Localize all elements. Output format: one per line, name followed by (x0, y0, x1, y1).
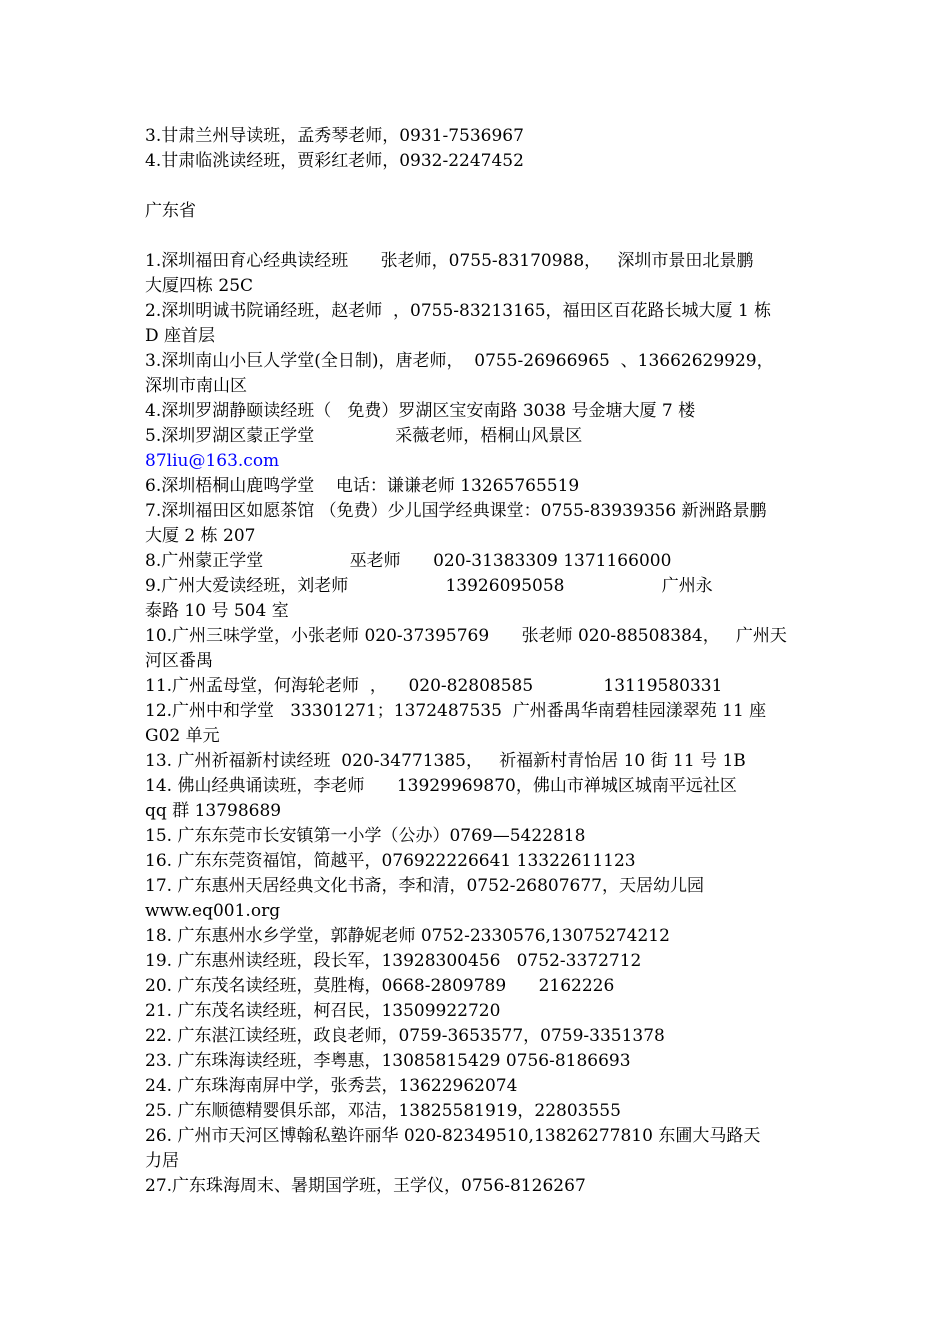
list-item: 6.深圳梧桐山鹿鸣学堂 电话：谦谦老师 13265765519 (145, 476, 580, 496)
list-item: 1.深圳福田育心经典读经班 张老师，0755-83170988， 深圳市景田北景鹏 (145, 251, 754, 271)
list-item: 力居 (145, 1151, 179, 1171)
blank-line (145, 174, 815, 199)
list-item: D 座首层 (145, 326, 216, 346)
list-item: 22. 广东湛江读经班，政良老师，0759-3653577，0759-3351378 (145, 1026, 665, 1046)
list-item: 深圳市南山区 (145, 376, 247, 396)
list-item: 4.甘肃临洮读经班，贾彩红老师，0932-2247452 (145, 151, 524, 171)
list-item: 9.广州大爱读经班，刘老师 13926095058 广州永 (145, 576, 713, 596)
list-item: 河区番禺 (145, 651, 213, 671)
list-item: 8.广州蒙正学堂 巫老师 020-31383309 1371166000 (145, 551, 672, 571)
list-item: 24. 广东珠海南屏中学，张秀芸，13622962074 (145, 1076, 518, 1096)
blank-line (145, 224, 815, 249)
list-item: 15. 广东东莞市长安镇第一小学（公办）0769—5422818 (145, 826, 586, 846)
list-item: 11.广州孟母堂，何海轮老师 ， 020-82808585 13119580331 (145, 676, 723, 696)
document-body (145, 124, 815, 1199)
list-item: 大厦四栋 25C (145, 276, 254, 296)
list-item: 23. 广东珠海读经班，李粤惠，13085815429 0756-8186693 (145, 1051, 631, 1071)
list-item: 19. 广东惠州读经班，段长军，13928300456 0752-3372712 (145, 951, 642, 971)
list-item: G02 单元 (145, 726, 220, 746)
list-item: 3.甘肃兰州导读班，孟秀琴老师，0931-7536967 (145, 126, 524, 146)
list-item: www.eq001.org (145, 901, 281, 921)
list-item: 3.深圳南山小巨人学堂(全日制)，唐老师， 0755-26966965 、13662629929， (145, 351, 774, 371)
list-item: 12.广州中和学堂 33301271；1372487535 广州番禺华南碧桂园漾翠苑 11 座 (145, 701, 767, 721)
list-item: 泰路 10 号 504 室 (145, 601, 289, 621)
list-item: 大厦 2 栋 207 (145, 526, 256, 546)
list-item: 25. 广东顺德精婴俱乐部，邓洁，13825581919，22803555 (145, 1101, 621, 1121)
section-heading: 广东省 (145, 201, 196, 221)
email-link[interactable]: 87liu@163.com (145, 451, 280, 471)
list-item: 13. 广州祈福新村读经班 020-34771385， 祈福新村青怡居 10 街 11 号 1B (145, 751, 746, 771)
list-item: 17. 广东惠州天居经典文化书斋，李和清，0752-26807677，天居幼儿园 (145, 876, 704, 896)
list-item: 18. 广东惠州水乡学堂，郭静妮老师 0752-2330576,13075274212 (145, 926, 670, 946)
list-item: 4.深圳罗湖静颐读经班（ 免费）罗湖区宝安南路 3038 号金塘大厦 7 楼 (145, 401, 696, 421)
list-item: 16. 广东东莞资福馆，简越平，076922226641 13322611123 (145, 851, 636, 871)
list-item: 5.深圳罗湖区蒙正学堂 采薇老师，梧桐山风景区 (145, 426, 583, 446)
list-item: 26. 广州市天河区博翰私塾许丽华 020-82349510,13826277810 东圃大马路天 (145, 1126, 761, 1146)
list-item: 10.广州三味学堂，小张老师 020-37395769 张老师 020-88508384， 广州天 (145, 626, 787, 646)
list-item: 27.广东珠海周末、暑期国学班，王学仪，0756-8126267 (145, 1176, 586, 1196)
list-item: qq 群 13798689 (145, 801, 282, 821)
list-item: 21. 广东茂名读经班，柯召民，13509922720 (145, 1001, 501, 1021)
list-item: 14. 佛山经典诵读班，李老师 13929969870，佛山市禅城区城南平远社区 (145, 776, 737, 796)
list-item: 2.深圳明诚书院诵经班，赵老师 ，0755-83213165，福田区百花路长城大厦 1 栋 (145, 301, 772, 321)
list-item: 7.深圳福田区如愿茶馆 （免费）少儿国学经典课堂：0755-83939356 新洲路景鹏 (145, 501, 767, 521)
list-item: 20. 广东茂名读经班，莫胜梅，0668-2809789 2162226 (145, 976, 615, 996)
